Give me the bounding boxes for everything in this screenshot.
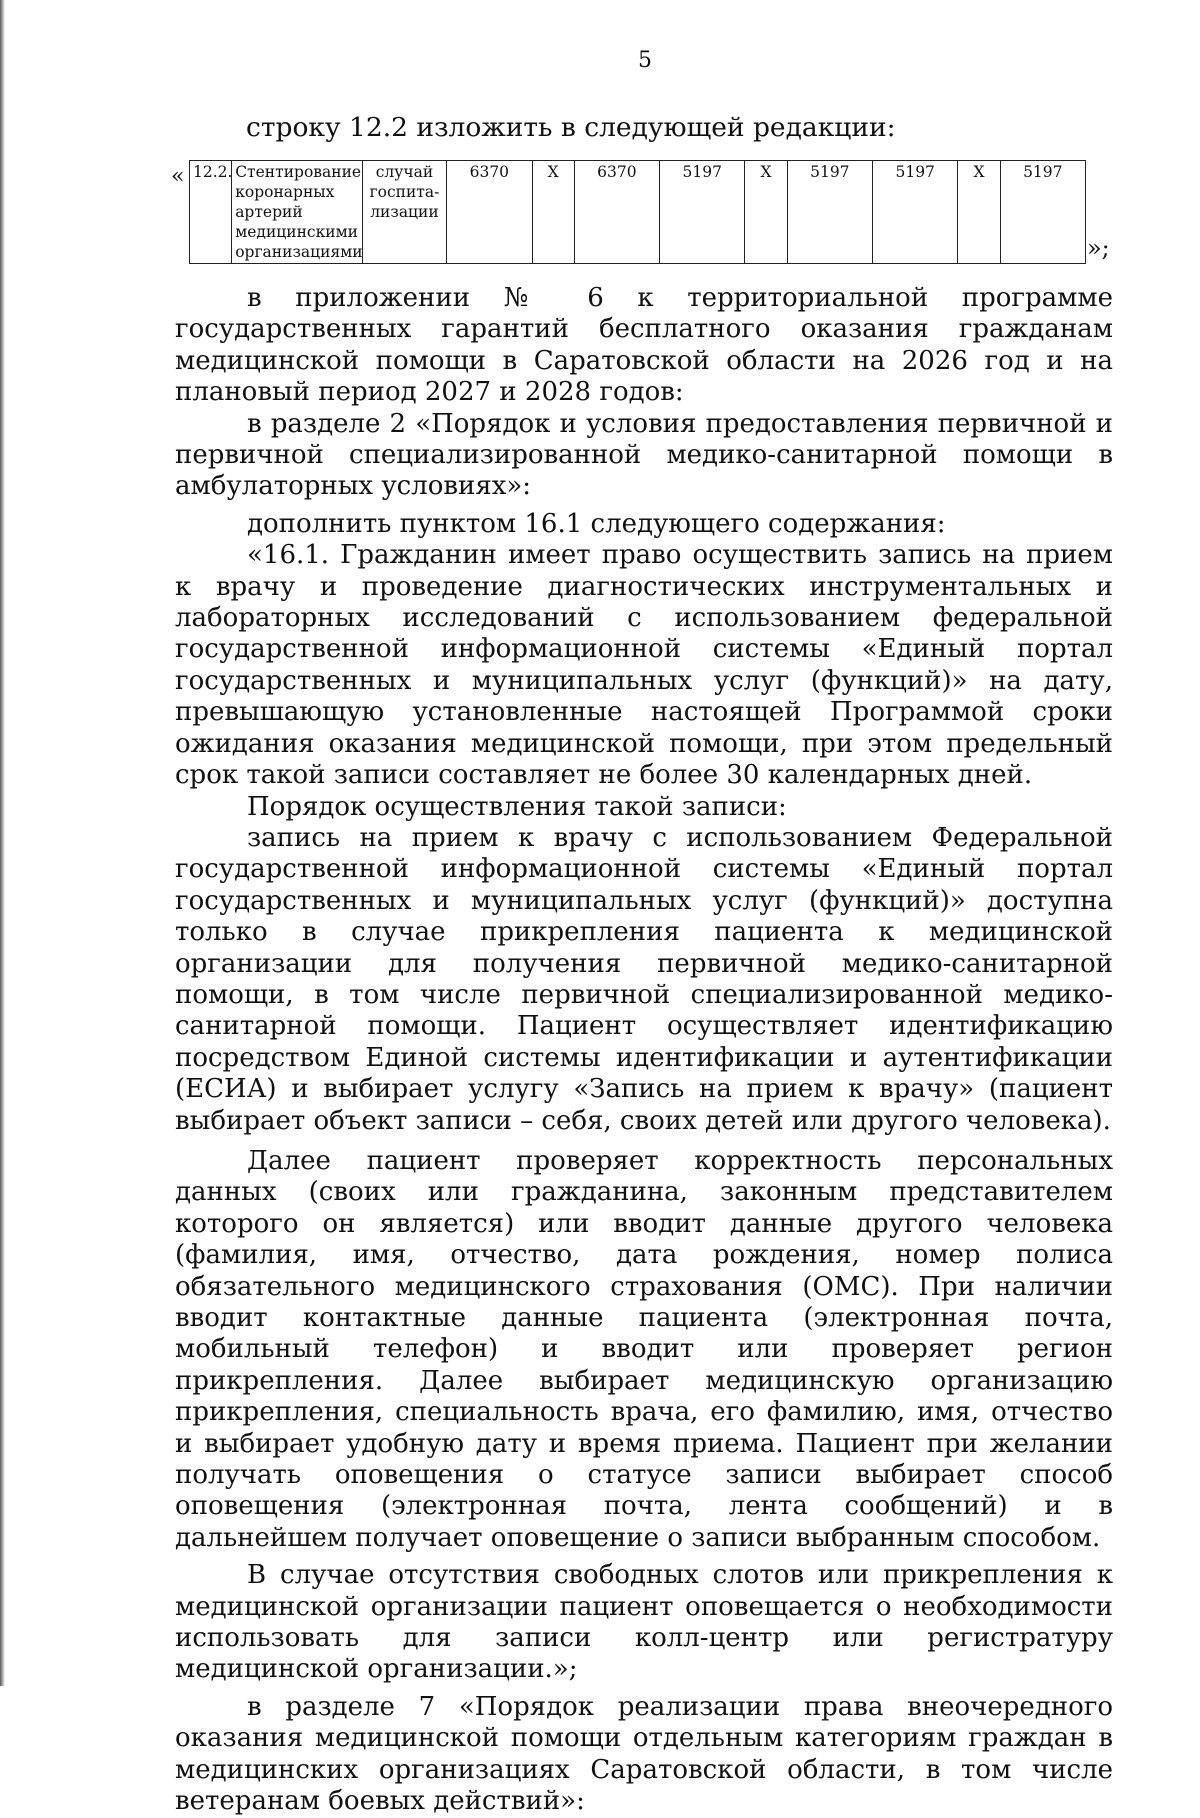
- table-quote-close: »;: [1087, 234, 1110, 262]
- value-cell: 6370: [447, 161, 532, 264]
- paragraph-item-16-1: «16.1. Гражданин имеет право осуществить запись на прием к врачу и проведение диагностических инструментальных и лабораторных исследований с использованием федеральной государственной информационной системы «Единый портал государственных и муниципальных услуг (функций)» на дату, превышающую установленные настоящей Программой сроки ожидания оказания медицинской помощи, при этом предельный срок такой записи составляет не более 30 календарных дней.: [175, 540, 1113, 791]
- paragraph-add-item: дополнить пунктом 16.1 следующего содержания:: [247, 508, 946, 539]
- value-cell: Х: [958, 161, 1000, 264]
- value-cell: 5197: [660, 161, 745, 264]
- value-cell: 6370: [574, 161, 659, 264]
- value-cell: 5197: [1000, 161, 1085, 264]
- row-number-cell: 12.2.: [190, 161, 232, 264]
- paragraph-no-slots: В случае отсутствия свободных слотов или прикрепления к медицинской организации пациент оповещается о необходимости использовать для записи колл-центр или регистратуру медицинской организации.»;: [175, 1560, 1113, 1685]
- paragraph-procedure-heading: Порядок осуществления такой записи:: [247, 791, 787, 822]
- paragraph-procedure: запись на прием к врачу с использованием Федеральной государственной информационной системы «Единый портал государственных и муниципальных услуг (функций)» доступна только в случае прикрепления пациента к медицинской организации для получения первичной медико-санитарной помощи, в том числе первичной специализированной медико-санитарной помощи. Пациент осуществляет идентификацию посредством Единой системы идентификации и аутентификации (ЕСИА) и выбирает услугу «Запись на прием к врачу» (пациент выбирает объект записи – себя, своих детей или другого человека).: [175, 822, 1113, 1136]
- document-body: [175, 283, 1113, 1818]
- value-cell: 5197: [787, 161, 872, 264]
- paragraph-data-check: Далее пациент проверяет корректность персональных данных (своих или гражданина, законным представителем которого он является) или вводит данные другого человека (фамилия, имя, отчество, дата рождения, номер полиса обязательного медицинского страхования (ОМС). При наличии вводит контактные данные пациента (электронная почта, мобильный телефон) и вводит или проверяет регион прикрепления. Далее выбирает медицинскую организацию прикрепления, специальность врача, его фамилию, имя, отчество и выбирает удобную дату и время приема. Пациент при желании получать оповещения о статусе записи выбирает способ оповещения (электронная почта, лента сообщений) и в дальнейшем получает оповещение о записи выбранным способом.: [175, 1145, 1113, 1553]
- value-cell: Х: [745, 161, 787, 264]
- value-cell: 5197: [873, 161, 958, 264]
- page-number: 5: [638, 48, 652, 73]
- intro-line: строку 12.2 изложить в следующей редакции:: [246, 112, 896, 143]
- amendment-table: [189, 160, 1086, 264]
- paragraph-appendix: в приложении № 6 к территориальной программе государственных гарантий бесплатного оказания гражданам медицинской помощи в Саратовской области на 2026 год и на плановый период 2027 и 2028 годов:: [175, 283, 1113, 408]
- paragraph-section-7: в разделе 7 «Порядок реализации права внеочередного оказания медицинской помощи отдельным категориям граждан в медицинских организациях Саратовской области, в том числе ветеранам боевых действий»:: [175, 1691, 1113, 1817]
- value-cell: Х: [532, 161, 574, 264]
- paragraph-section-2: в разделе 2 «Порядок и условия предоставления первичной и первичной специализированной медико-санитарной помощи в амбулаторных условиях»:: [175, 408, 1113, 502]
- scan-edge: [0, 0, 5, 1686]
- table-quote-open: «: [171, 164, 185, 189]
- description-cell: Стентирование коронарных артерий медицинскими организациями: [232, 161, 363, 264]
- table-row: [190, 161, 1086, 264]
- unit-cell: случай госпита-лизации: [362, 161, 446, 264]
